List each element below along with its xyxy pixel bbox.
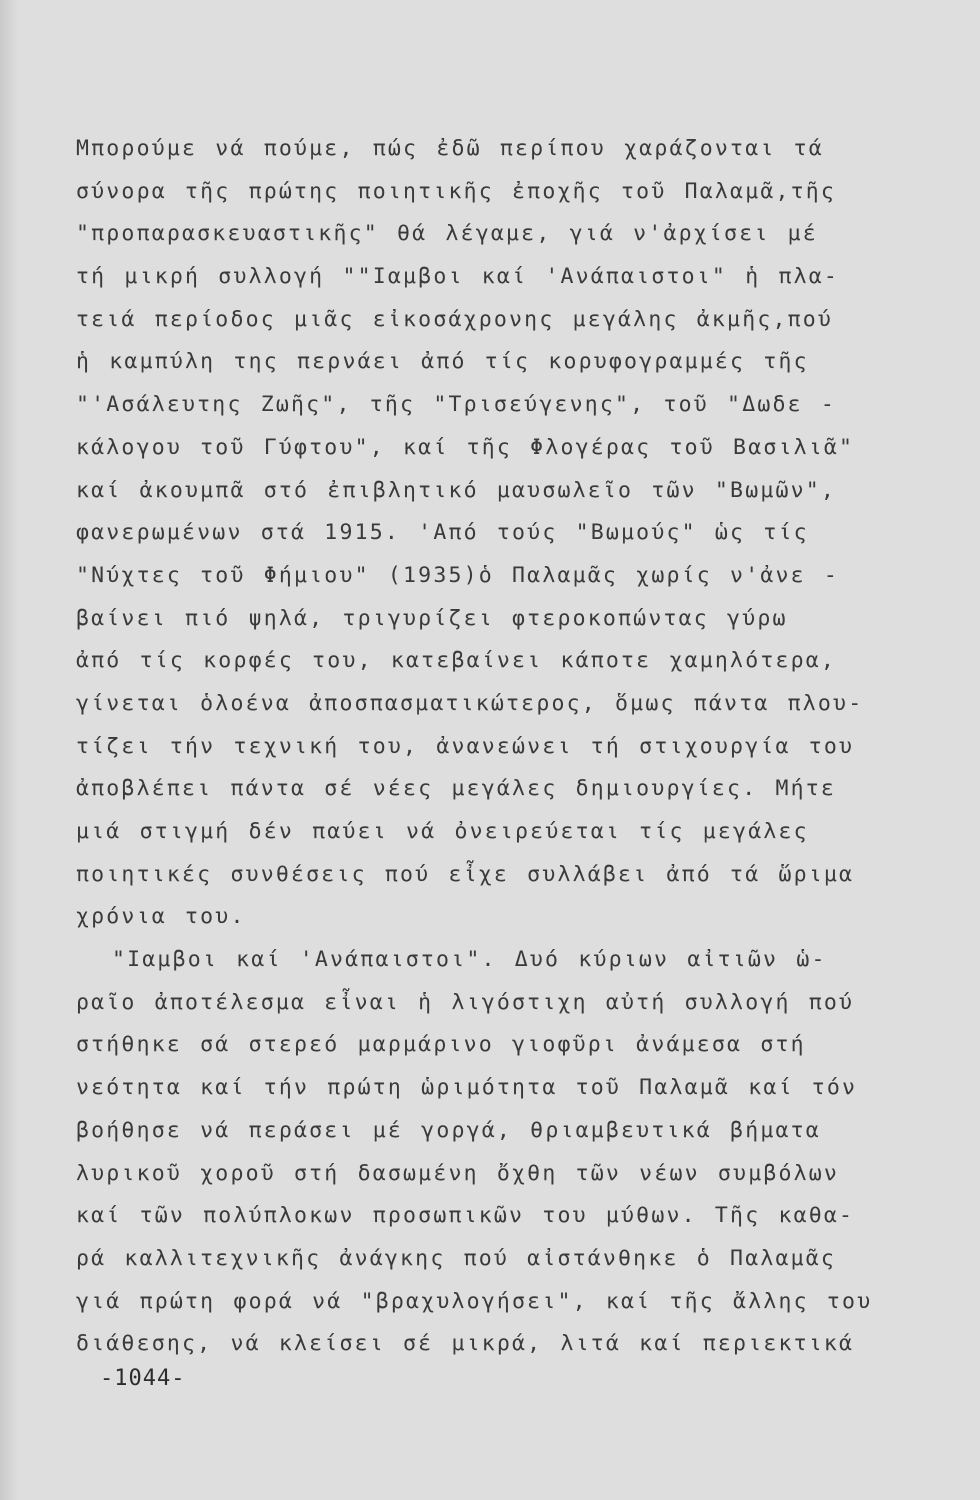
text-line: βοήθησε νά περάσει μέ γοργά, θριαμβευτικά βήματα [76,1117,821,1143]
text-line: στήθηκε σά στερεό μαρμάρινο γιοφῦρι ἀνάμεσα στή [76,1032,806,1058]
text-line: τειά περίοδος μιᾶς εἰκοσάχρονης μεγάλης ἀκμῆς,πού [76,306,834,332]
text-line: ἀποβλέπει πάντα σέ νέες μεγάλες δημιουργίες. Μήτε [76,776,837,802]
text-line: σύνορα τῆς πρώτης ποιητικῆς ἐποχῆς τοῦ Παλαμᾶ,τῆς [76,178,837,204]
text-line: ἀπό τίς κορφές του, κατεβαίνει κάποτε χαμηλότερα, [76,648,837,674]
text-line: φανερωμένων στά 1915. 'Από τούς "Βωμούς" ὡς τίς [76,520,809,546]
text-line: ρά καλλιτεχνικῆς ἀνάγκης πού αἰστάνθηκε ὁ Παλαμᾶς [76,1245,837,1271]
paragraph-start-line: "Ιαμβοι καί 'Ανάπαιστοι". Δυό κύριων αἰτιῶν ὡ- [112,947,827,973]
text-line: ραῖο ἀποτέλεσμα εἶναι ἡ λιγόστιχη αὐτή συλλογή πού [76,989,855,1015]
text-line: μιά στιγμή δέν παύει νά ὀνειρεύεται τίς μεγάλες [76,819,809,844]
text-line: γιά πρώτη φορά νά "βραχυλογήσει", καί τῆς ἄλλης του [76,1288,873,1314]
text-line: "προπαρασκευαστικῆς" θά λέγαμε, γιά ν'ἀρχίσει μέ [76,221,818,247]
text-line: γίνεται ὁλοένα ἀποσπασματικώτερος, ὅμως πάντα πλου- [76,690,864,716]
text-line: "Νύχτες τοῦ Φήμιου" (1935)ὁ Παλαμᾶς χωρίς ν'ἀνε - [76,562,840,588]
text-line: Μπορούμε νά πούμε, πώς ἐδῶ περίπου χαράζονται τά [76,136,824,161]
text-line: καί τῶν πολύπλοκων προσωπικῶν του μύθων. Τῆς καθα- [76,1203,855,1229]
page-number: -1044- [100,1366,186,1391]
body-text [76,128,916,1366]
text-line: κάλογου τοῦ Γύφτου", καί τῆς Φλογέρας τοῦ Βασιλιᾶ" [76,434,855,460]
text-line: τή μικρή συλλογή ""Ιαμβοι καί 'Ανάπαιστοι" ἡ πλα- [76,264,840,290]
scan-shadow-edge [0,0,18,1500]
text-line: καί ἀκουμπᾶ στό ἐπιβλητικό μαυσωλεῖο τῶν "Βωμῶν", [76,477,837,503]
text-line: βαίνει πιό ψηλά, τριγυρίζει φτεροκοπώντας γύρω [76,605,788,631]
text-line: νεότητα καί τήν πρώτη ὡριμότητα τοῦ Παλαμᾶ καί τόν [76,1075,858,1101]
text-line: "'Ασάλευτης Ζωῆς", τῆς "Τρισεύγενης", τοῦ "Δωδε - [76,392,837,418]
text-line: τίζει τήν τεχνική του, ἀνανεώνει τή στιχουργία του [76,733,855,759]
text-line: ἡ καμπύλη της περνάει ἀπό τίς κορυφογραμμές τῆς [76,349,809,375]
text-line: ποιητικές συνθέσεις πού εἶχε συλλάβει ἀπό τά ὥριμα [76,861,855,887]
text-line: λυρικοῦ χοροῦ στή δασωμένη ὄχθη τῶν νέων συμβόλων [76,1160,840,1186]
text-line: διάθεσης, νά κλείσει σέ μικρά, λιτά καί περιεκτικά [76,1331,855,1357]
text-line: χρόνια του. [76,904,246,930]
